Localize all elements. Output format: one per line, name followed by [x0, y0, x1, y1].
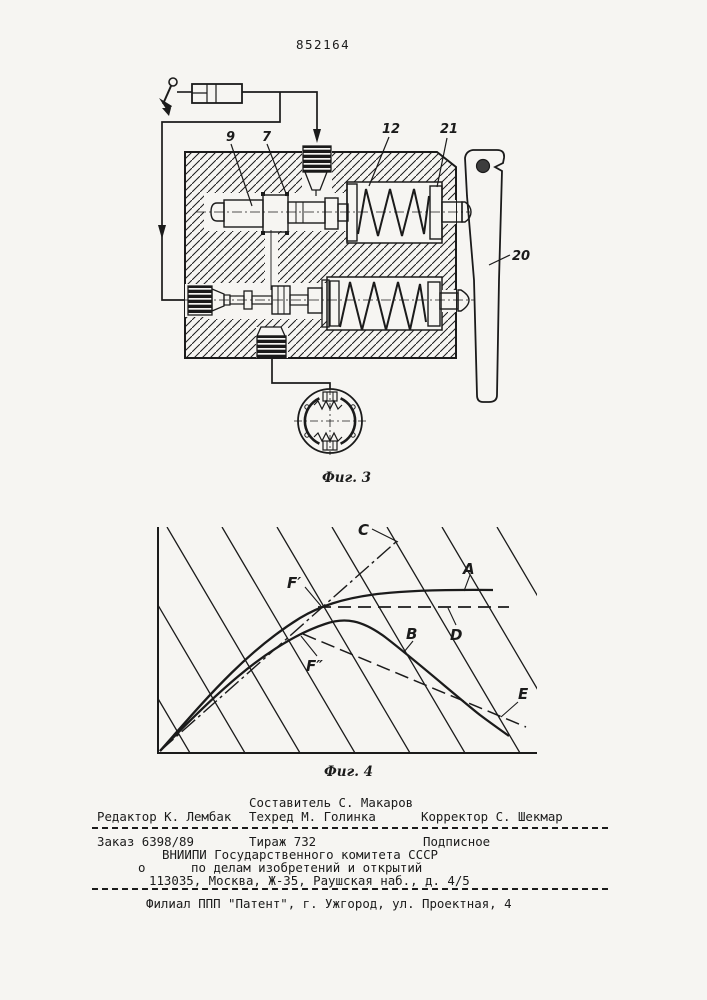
graph-axes	[158, 527, 537, 753]
lever-pivot-pin	[477, 160, 490, 173]
curve-A	[160, 590, 493, 751]
colophon-tirazh: Тираж 732	[249, 834, 317, 849]
label-C: C	[358, 521, 370, 539]
colophon-filial: Филиал ППП "Патент", г. Ужгород, ул. Проектная, 4	[146, 896, 512, 911]
fig4-curve-labels	[287, 521, 529, 717]
label-F-double-prime: F″	[306, 657, 323, 675]
colophon-sostavitel: Составитель С. Макаров	[249, 795, 414, 810]
figure-4-caption: Фиг. 4	[324, 764, 374, 780]
colophon-org-mark: о	[138, 860, 146, 875]
colophon-org-line2: по делам изобретений и открытий	[191, 860, 423, 875]
part-label-9: 9	[226, 130, 236, 145]
colophon-org-line1: ВНИИПИ Государственного комитета СССР	[162, 847, 439, 862]
part-label-12: 12	[382, 122, 401, 137]
colophon-podpisnoe: Подписное	[423, 834, 491, 849]
shoe-spring-top	[314, 401, 342, 409]
colophon-org-line3: 113035, Москва, Ж-35, Раушская наб., д. 4/5	[149, 873, 470, 888]
label-E: E	[518, 685, 529, 703]
part-label-21: 21	[440, 122, 459, 137]
dashed-rule-bottom	[92, 888, 612, 890]
pedal-and-master-cylinder	[159, 78, 242, 116]
figure-3-caption: Фиг. 3	[322, 470, 372, 486]
curve-E	[303, 634, 526, 727]
part-label-7: 7	[262, 130, 272, 145]
figure-4-graph	[140, 505, 550, 790]
colophon-korrektor: Корректор С. Шекмар	[421, 809, 563, 824]
colophon-redaktor: Редактор К. Лембак	[97, 809, 232, 824]
shoe-spring-bottom	[314, 433, 342, 441]
part-label-20: 20	[512, 249, 531, 264]
label-B: B	[406, 625, 418, 643]
actuating-lever	[465, 150, 504, 402]
figure-3-drawing	[130, 62, 555, 494]
dashed-rule-top	[92, 827, 612, 829]
colophon-zakaz: Заказ 6398/89	[97, 834, 194, 849]
label-F-prime: F′	[287, 574, 302, 592]
label-D: D	[450, 626, 463, 644]
patent-number: 852164	[296, 37, 351, 52]
valve-block	[185, 150, 456, 358]
label-A: A	[463, 560, 475, 578]
brake-drum	[294, 387, 366, 455]
graph-hatch	[140, 527, 550, 753]
colophon-tehred: Техред М. Голинка	[249, 809, 376, 824]
